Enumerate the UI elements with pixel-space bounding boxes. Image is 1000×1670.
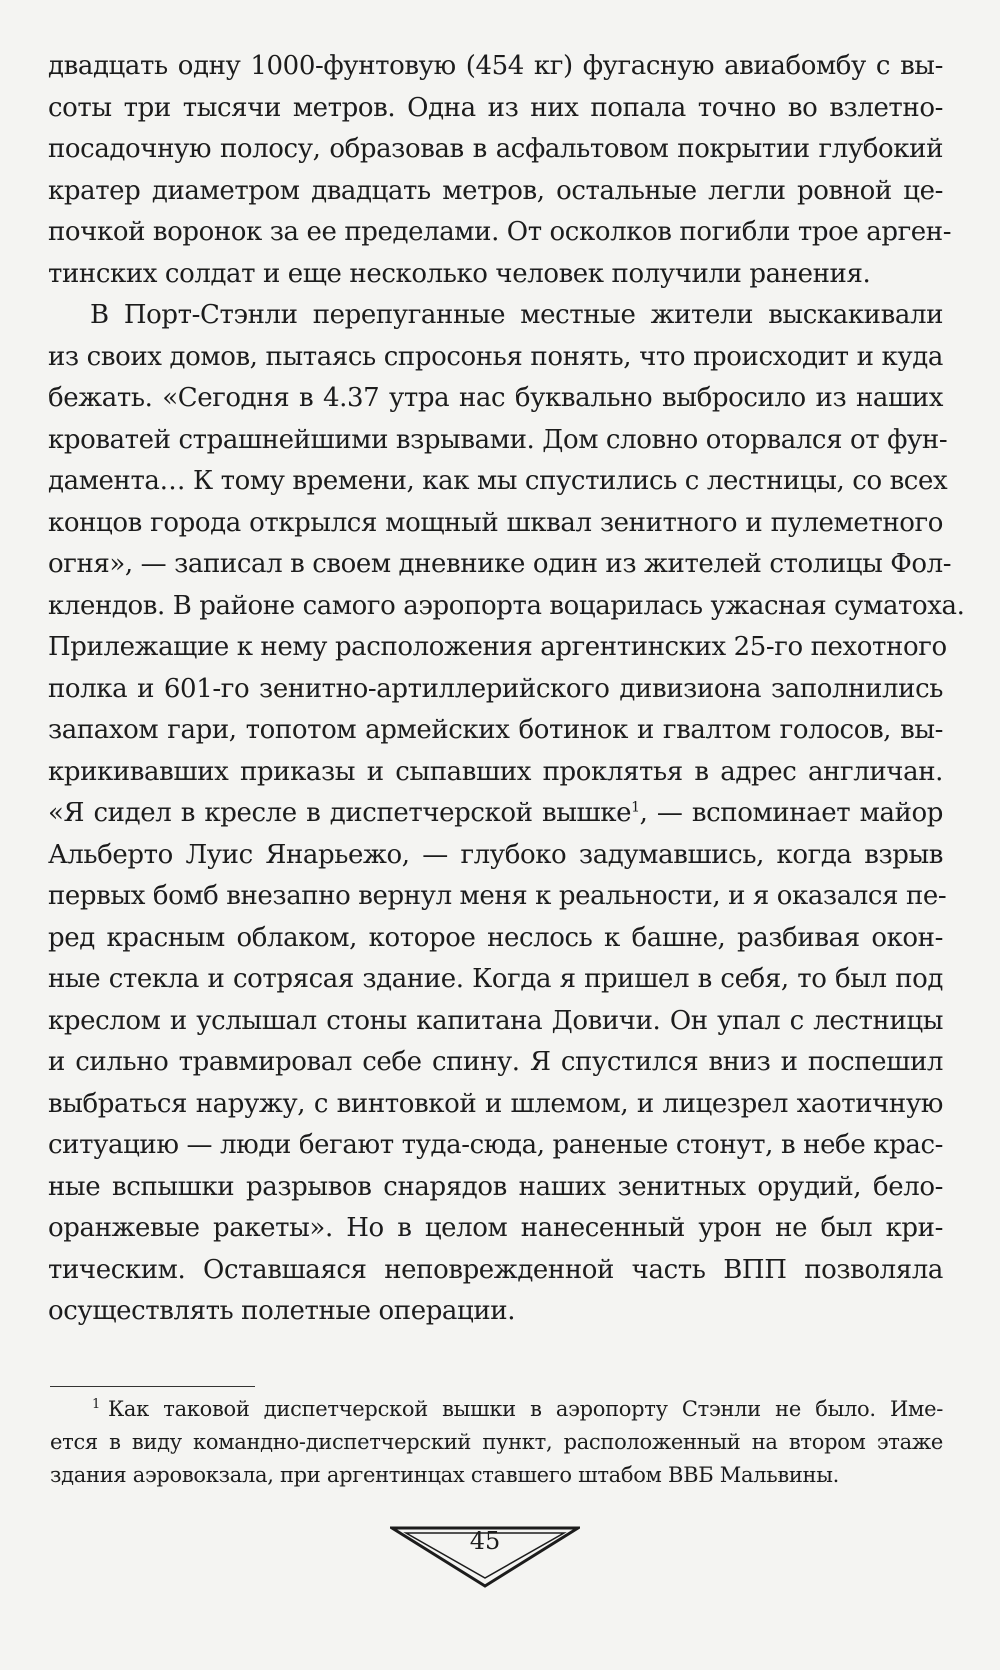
text-line: из своих домов, пытаясь спросонья понять, что происходит и куда xyxy=(48,341,943,372)
text-line: Прилежащие к нему расположения аргентинских 25-го пехотного xyxy=(48,632,947,662)
page-number-ornament xyxy=(390,1520,580,1590)
text-line: кроватей страшнейшими взрывами. Дом словно оторвался от фун- xyxy=(48,424,948,455)
text-line: огня», — записал в своем дневнике один из жителей столицы Фол- xyxy=(48,549,952,579)
text-line: запахом гари, топотом армейских ботинок и гвалтом голосов, вы- xyxy=(48,715,943,745)
footnote-marker: 1 xyxy=(92,1397,100,1412)
text-line: почкой воронок за ее пределами. От осколков погибли трое арген- xyxy=(48,217,952,247)
text-line: ные вспышки разрывов снарядов наших зенитных орудий, бело- xyxy=(48,1171,943,1202)
footnote-reference: 1 xyxy=(631,799,640,816)
text-line-with-footnote-ref xyxy=(48,793,943,835)
text-line: крикивавших приказы и сыпавших проклятья в адрес англичан. xyxy=(48,756,943,787)
text-line: ные стекла и сотрясая здание. Когда я пришел в себя, то был под xyxy=(48,964,943,994)
text-line: тическим. Оставшаяся неповрежденной часть ВПП позволяла xyxy=(48,1254,943,1285)
text-line: двадцать одну 1000-фунтовую (454 кг) фугасную авиабомбу с вы- xyxy=(48,51,943,81)
footnote-line: здания аэровокзала, при аргентинцах ставшего штабом ВВБ Мальвины. xyxy=(50,1463,840,1487)
text-line: осуществлять полетные операции. xyxy=(48,1296,516,1326)
footnote xyxy=(50,1393,943,1492)
footnote-divider xyxy=(50,1386,255,1387)
text-line: ред красным облаком, которое неслось к башне, разбивая окон- xyxy=(48,922,943,953)
text-line: концов города открылся мощный шквал зенитного и пулеметного xyxy=(48,507,943,538)
text-line: посадочную полосу, образовав в асфальтовом покрытии глубокий xyxy=(48,134,943,164)
text-line: дамента… К тому времени, как мы спустились с лестницы, со всех xyxy=(48,466,948,496)
text-line: первых бомб внезапно вернул меня к реальности, и я оказался пе- xyxy=(48,881,947,911)
text-line: соты три тысячи метров. Одна из них попала точно во взлетно- xyxy=(48,92,943,123)
text-line: выбраться наружу, с винтовкой и шлемом, и лицезрел хаотичную xyxy=(48,1088,943,1119)
text-line: ситуацию — люди бегают туда-сюда, раненые стонут, в небе крас- xyxy=(48,1130,943,1160)
text-line: полка и 601-го зенитно-артиллерийского дивизиона заполнились xyxy=(48,673,943,704)
footnote-line: ется в виду командно-диспетчерский пункт, расположенный на втором этаже xyxy=(50,1430,943,1454)
text-fragment: «Я сидел в кресле в диспетчерской вышке xyxy=(48,798,632,828)
text-fragment: , — вспоминает майор xyxy=(639,798,943,828)
text-line: кратер диаметром двадцать метров, остальные легли ровной це- xyxy=(48,175,943,206)
text-line: Альберто Луис Янарьежо, — глубоко задумавшись, когда взрыв xyxy=(48,839,943,870)
text-line: бежать. «Сегодня в 4.37 утра нас буквально выбросило из наших xyxy=(48,383,943,413)
footnote-text: Как таковой диспетчерской вышки в аэропорту Стэнли не было. Име- xyxy=(107,1397,943,1421)
text-line: клендов. В районе самого аэропорта воцарилась ужасная суматоха. xyxy=(48,590,965,621)
main-text xyxy=(48,46,965,1333)
text-line: и сильно травмировал себе спину. Я спустился вниз и поспешил xyxy=(48,1047,943,1077)
text-line: В Порт-Стэнли перепуганные местные жители выскакивали xyxy=(90,300,943,330)
footnote-line xyxy=(50,1393,943,1426)
page-number: 45 xyxy=(469,1527,501,1555)
text-line: тинских солдат и еще несколько человек получили ранения. xyxy=(48,258,871,289)
text-line: оранжевые ракеты». Но в целом нанесенный урон не был кри- xyxy=(48,1213,943,1243)
text-line: креслом и услышал стоны капитана Довичи. Он упал с лестницы xyxy=(48,1005,943,1036)
